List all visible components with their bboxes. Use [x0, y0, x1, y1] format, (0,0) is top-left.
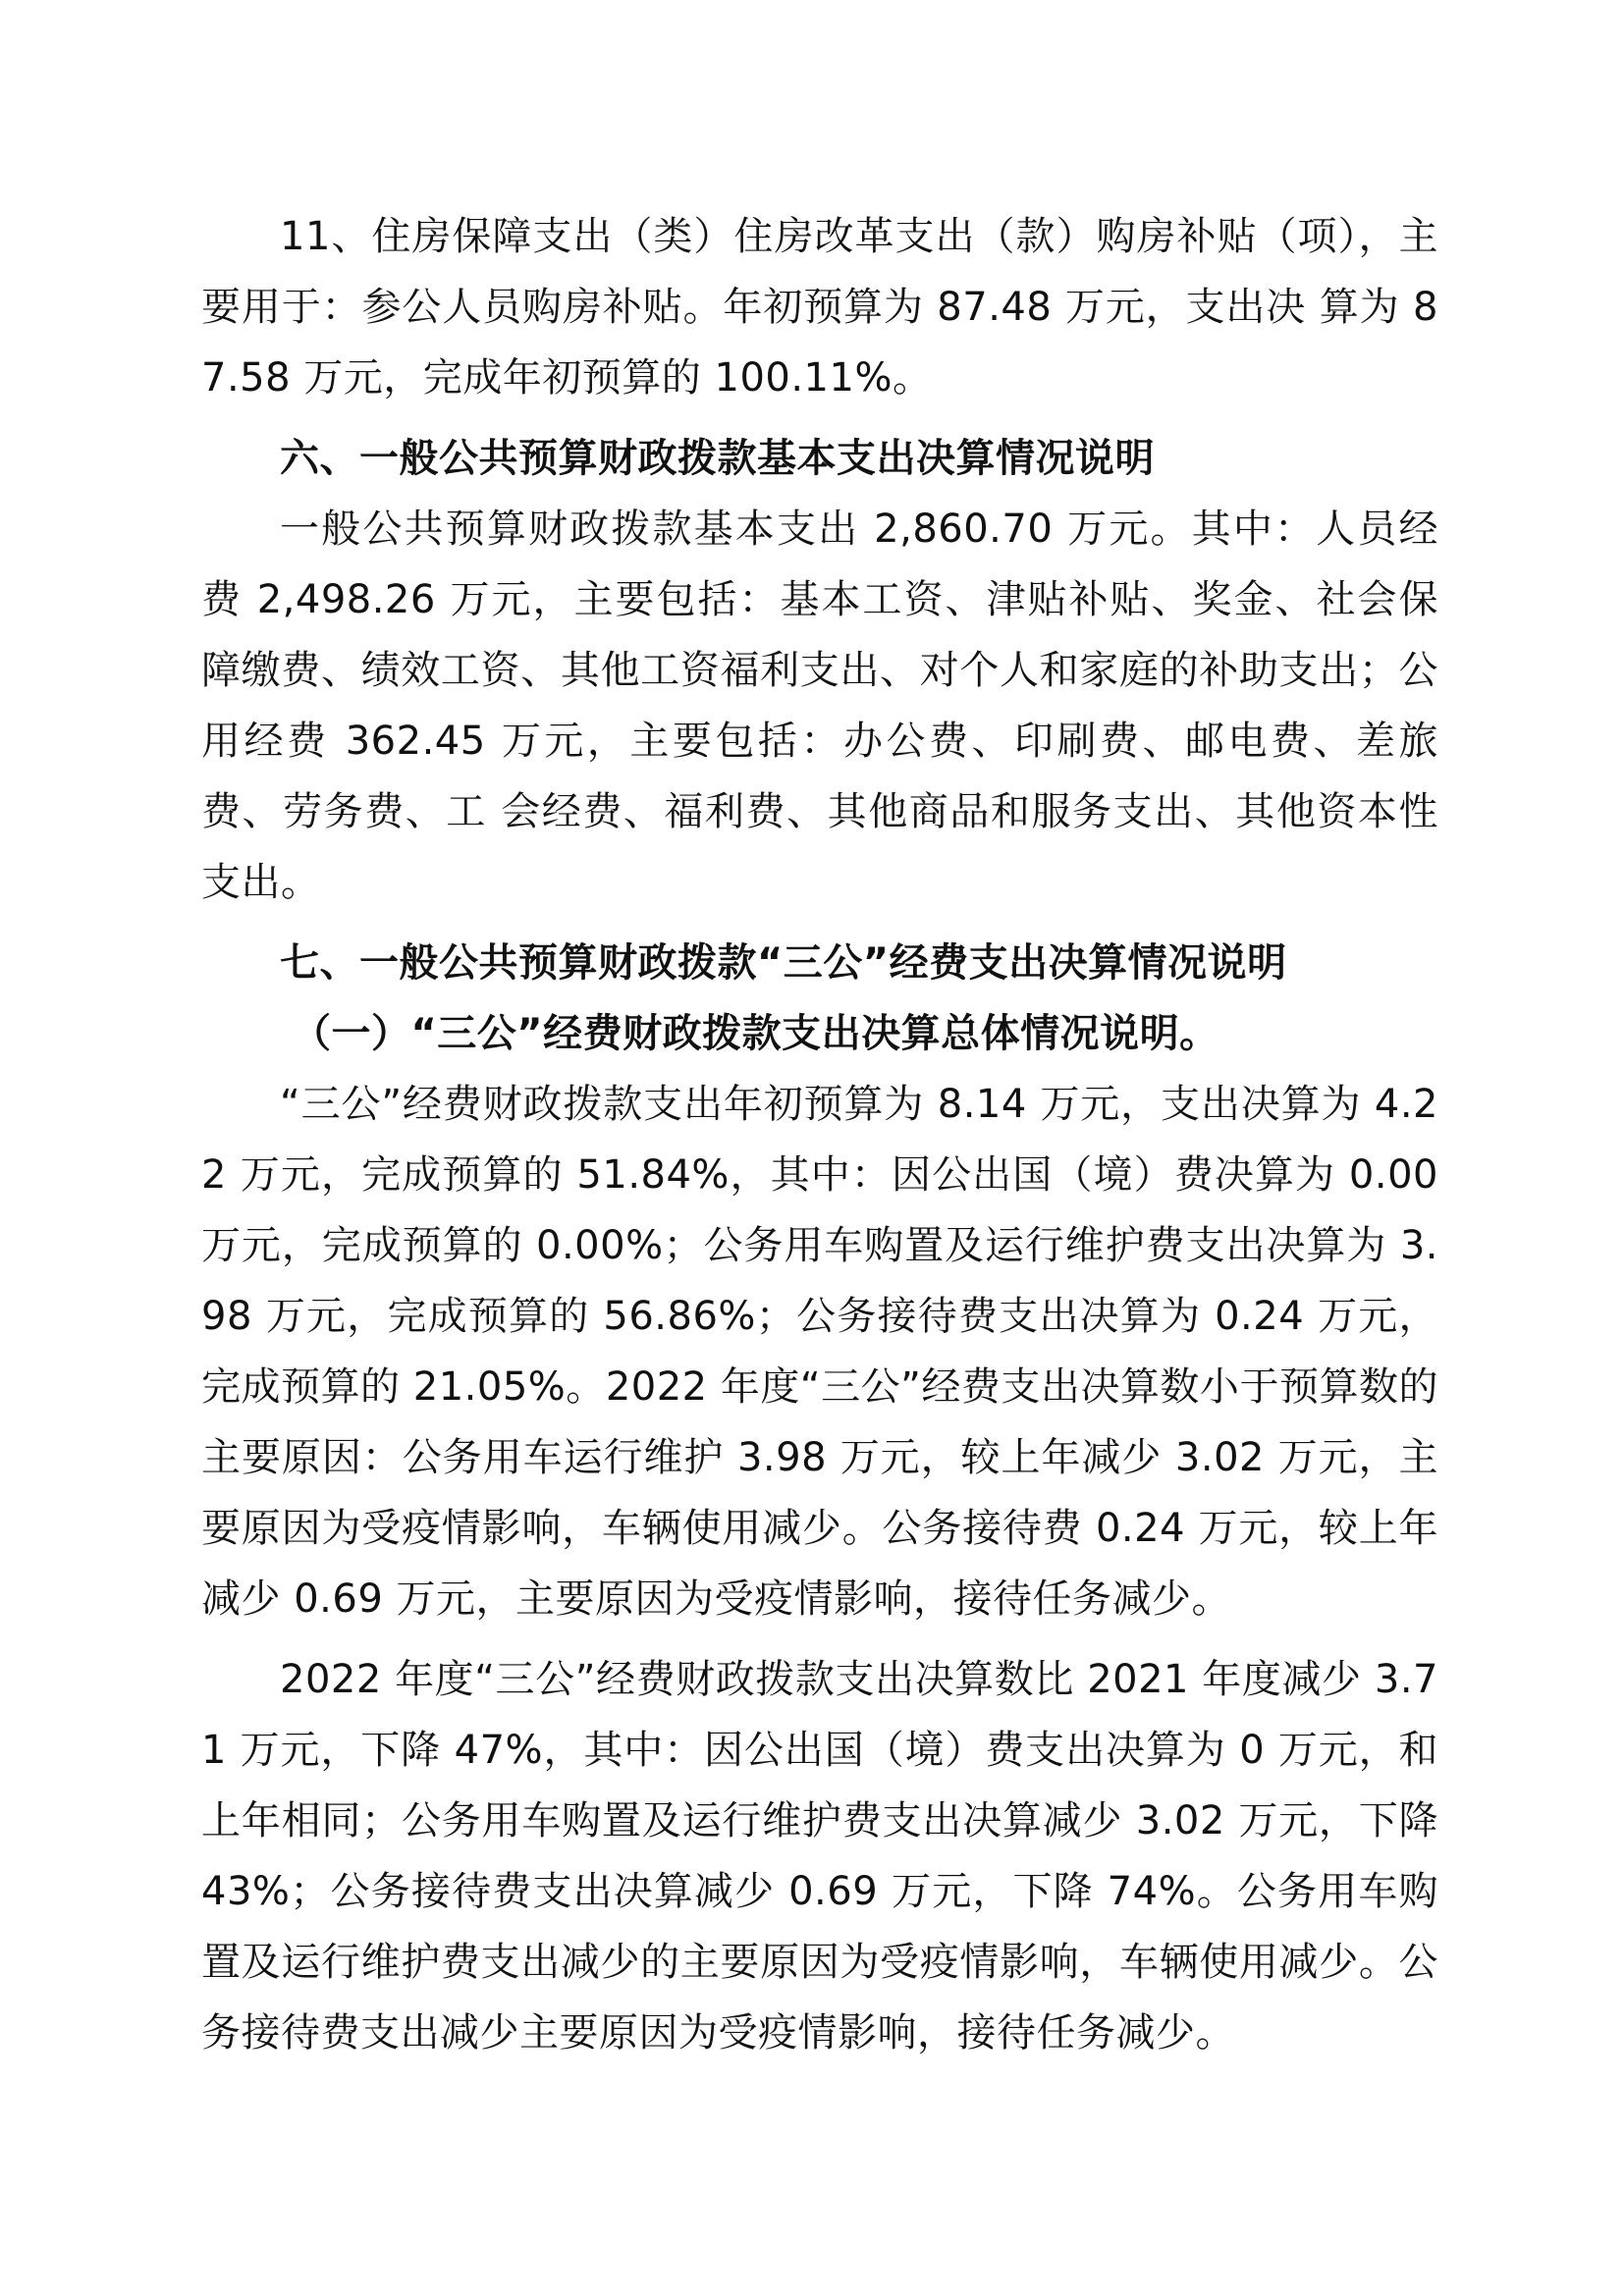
section-heading-three-public: 七、一般公共预算财政拨款“三公”经费支出决算情况说明 — [280, 940, 1287, 986]
subsection-heading-overall: （一）“三公”经费财政拨款支出决算总体情况说明。 — [292, 1011, 1219, 1056]
paragraph-year-comparison: 2022 年度“三公”经费财政拨款支出决算数比 2021 年度减少 3.71 万元，下降 47%，其中：因公出国（境）费支出决算为 0 万元，和上年相同；公务用车购置及运行维护费支出决算减少 3.02 万元，下降 43%；公务接待费支出决算减少 0.69 万元，下降 74%。公务用车购置及运行维护费支出减少的主要原因为受疫情影响，车辆使用减少。公务接待费支出减少主要原因为受疫情影响，接待任务减少。 — [201, 1657, 1438, 2056]
document-body — [201, 201, 1438, 2068]
section-heading-basic-expenditure: 六、一般公共预算财政拨款基本支出决算情况说明 — [280, 436, 1155, 481]
paragraph-three-public-budget: “三公”经费财政拨款支出年初预算为 8.14 万元，支出决算为 4.22 万元，完成预算的 51.84%，其中：因公出国（境）费决算为 0.00 万元，完成预算的 0.00%；公务用车购置及运行维护费支出决算为 3.98 万元，完成预算的 56.86%；公务接待费支出决算为 0.24 万元，完成预算的 21.05%。2022 年度“三公”经费支出决算数小于预算数的主要原因：公务用车运行维护 3.98 万元，较上年减少 3.02 万元，主要原因为受疫情影响，车辆使用减少。公务接待费 0.24 万元，较上年减少 0.69 万元，主要原因为受疫情影响，接待任务减少。 — [201, 1082, 1438, 1622]
paragraph-basic-expenditure: 一般公共预算财政拨款基本支出 2,860.70 万元。其中：人员经费 2,498.26 万元，主要包括：基本工资、津贴补贴、奖金、社会保障缴费、绩效工资、其他工资福利支出、对个人和家庭的补助支出；公用经费 362.45 万元，主要包括：办公费、印刷费、邮电费、差旅费、劳务费、工 会经费、福利费、其他商品和服务支出、其他资本性支出。 — [201, 507, 1438, 905]
paragraph-housing-subsidy: 11、住房保障支出（类）住房改革支出（款）购房补贴（项），主要用于：参公人员购房补贴。年初预算为 87.48 万元，支出决 算为 87.58 万元，完成年初预算的 100.11%。 — [201, 214, 1438, 400]
